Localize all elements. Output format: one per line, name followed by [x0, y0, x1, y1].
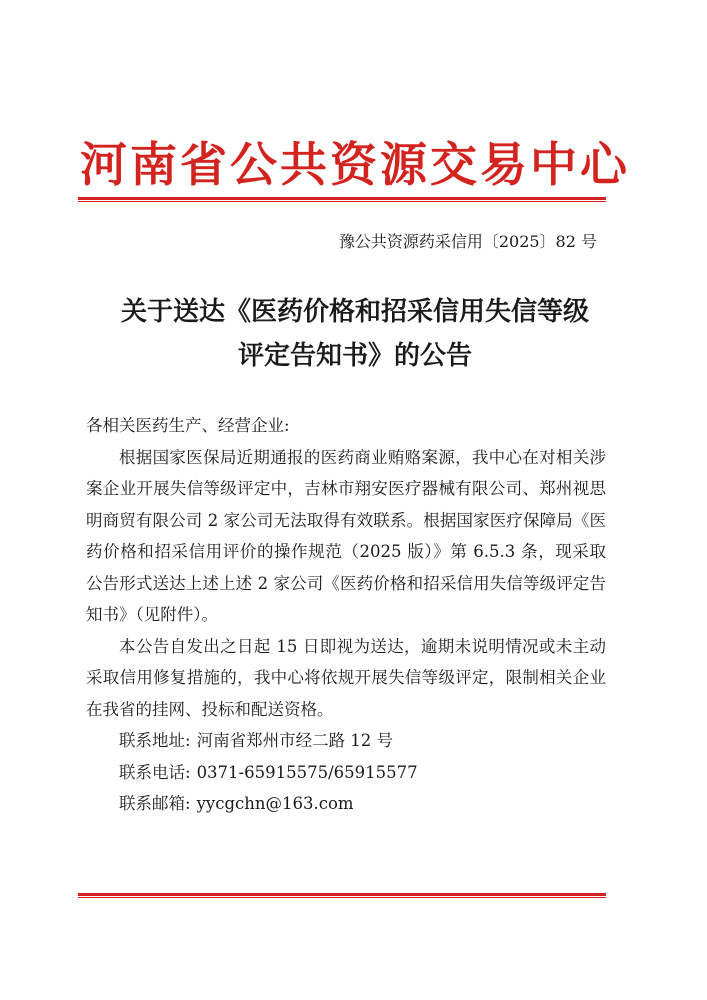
contact-phone-label: 联系电话: [119, 762, 191, 782]
contact-phone-value: 0371-65915575/65915577 [196, 762, 418, 782]
contact-email [86, 788, 606, 820]
paragraph-1: 根据国家医保局近期通报的医药商业贿赂案源，我中心在对相关涉案企业开展失信等级评定中，吉林市翔安医疗器械有限公司、郑州视思明商贸有限公司 2 家公司无法取得有效联系。根据国家医疗保障局《医药价格和招采信用评价的操作规范（2025 版）》第 6.5.3 条，现采取公告形式送达上述上述 2 家公司《医药价格和招采信用失信等级评定告知书》（见附件）。 [86, 447, 606, 624]
contact-phone [86, 757, 606, 789]
title-line-2: 评定告知书》的公告 [237, 341, 472, 371]
document-number: 豫公共资源药采信用〔2025〕82 号 [338, 232, 597, 251]
contact-address [86, 725, 606, 757]
contact-address-value: 河南省郑州市经二路 12 号 [196, 731, 394, 750]
organization-header: 河南省公共资源交易中心 [80, 138, 630, 193]
header-divider-thick [78, 197, 606, 200]
salutation: 各相关医药生产、经营企业: [86, 416, 290, 435]
document-title [70, 290, 640, 378]
header-divider-thin [78, 201, 606, 202]
paragraph-2: 本公告自发出之日起 15 日即视为送达，逾期未说明情况或未主动采取信用修复措施的，我中心将依规开展失信等级评定，限制相关企业在我省的挂网、投标和配送资格。 [86, 636, 606, 719]
footer-divider-thin [78, 897, 606, 898]
contact-email-value: yycgchn@163.com [196, 794, 354, 813]
contact-address-label: 联系地址: [119, 731, 191, 750]
footer-divider-thick [78, 893, 606, 896]
contact-email-label: 联系邮箱: [119, 794, 191, 813]
title-line-1: 关于送达《医药价格和招采信用失信等级 [120, 297, 589, 327]
document-body [86, 410, 606, 820]
